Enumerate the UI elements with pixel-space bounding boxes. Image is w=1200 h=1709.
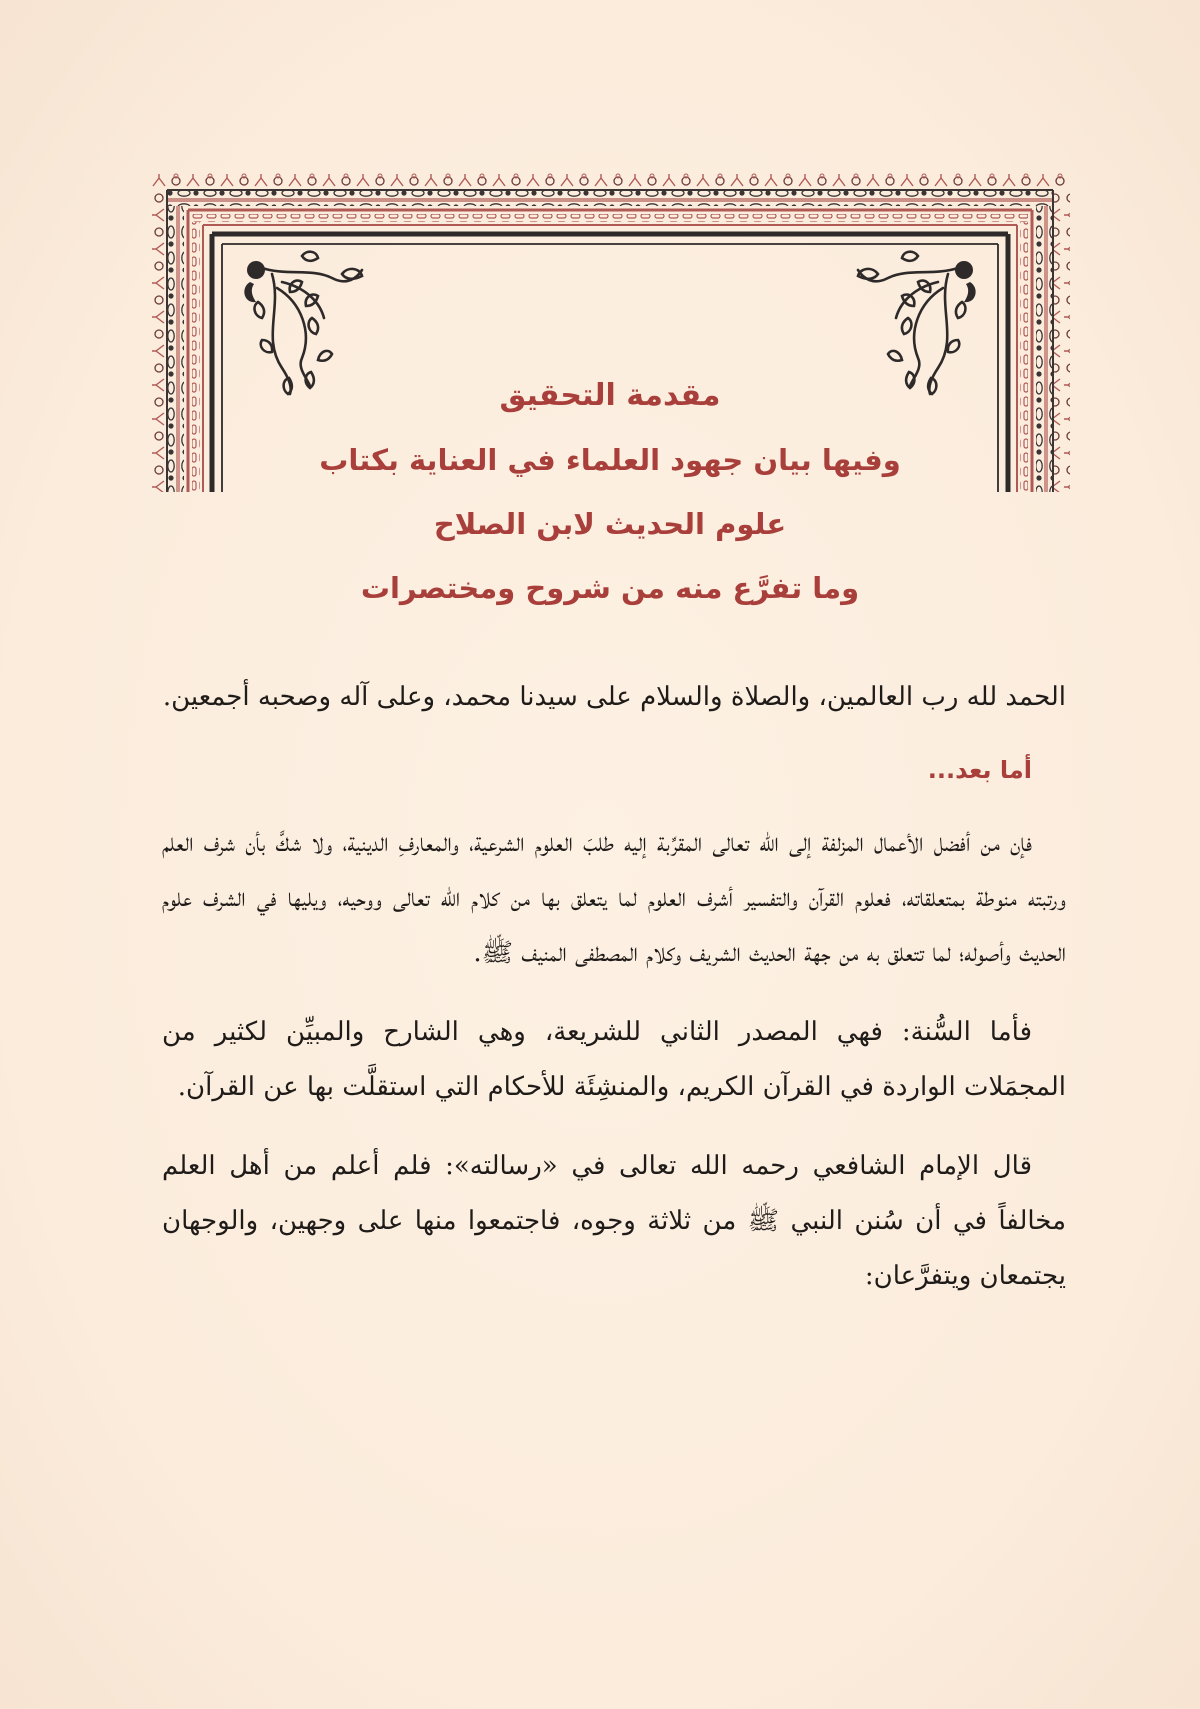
chapter-subtitle-line: وفيها بيان جهود العلماء في العناية بكتاب [319, 443, 901, 477]
paragraph: قال الإمام الشافعي رحمه الله تعالى في «رسالته»: فلم أعلم من أهل العلم مخالفاً في أن سُنن النبي ﷺ من ثلاثة وجوه، فاجتمعوا منها على وجهين، والوجهان يجتمعان ويتفرَّعان: [162, 1151, 1066, 1291]
paragraph: فإن من أفضل الأعمال المزلفة إلى الله تعالى المقرِّبة إليه طلبَ العلوم الشرعية، والمعارفِ الدينية، ولا شكَّ بأن شرف العلم ورتبته منوطة بمتعلقاته، فعلوم القرآن والتفسير أشرف العلوم لما يتعلق بها من كلام الله تعالى ووحيه، ويليها في الشرف علوم الحديث وأصوله؛ لما تتعلق به من جهة الحديث الشريف وكلام المصطفى المنيف ﷺ. [162, 828, 1066, 968]
section-heading [150, 364, 1070, 620]
body-text [162, 670, 1066, 1304]
amma-baad-heading: أما بعد... [927, 756, 1032, 784]
chapter-title: مقدمة التحقيق [499, 378, 721, 413]
opening-paragraph: الحمد لله رب العالمين، والصلاة والسلام على سيدنا محمد، وعلى آله وصحبه أجمعين. [162, 682, 1066, 712]
chapter-subtitle-line: وما تفرَّع منه من شروح ومختصرات [360, 571, 860, 605]
chapter-subtitle-line: علوم الحديث لابن الصلاح [433, 507, 787, 541]
paragraph: فأما السُّنة: فهي المصدر الثاني للشريعة، وهي الشارح والمبيِّن لكثير من المجمَلات الواردة في القرآن الكريم، والمنشِئَة للأحكام التي استقلَّت بها عن القرآن. [162, 1017, 1066, 1102]
